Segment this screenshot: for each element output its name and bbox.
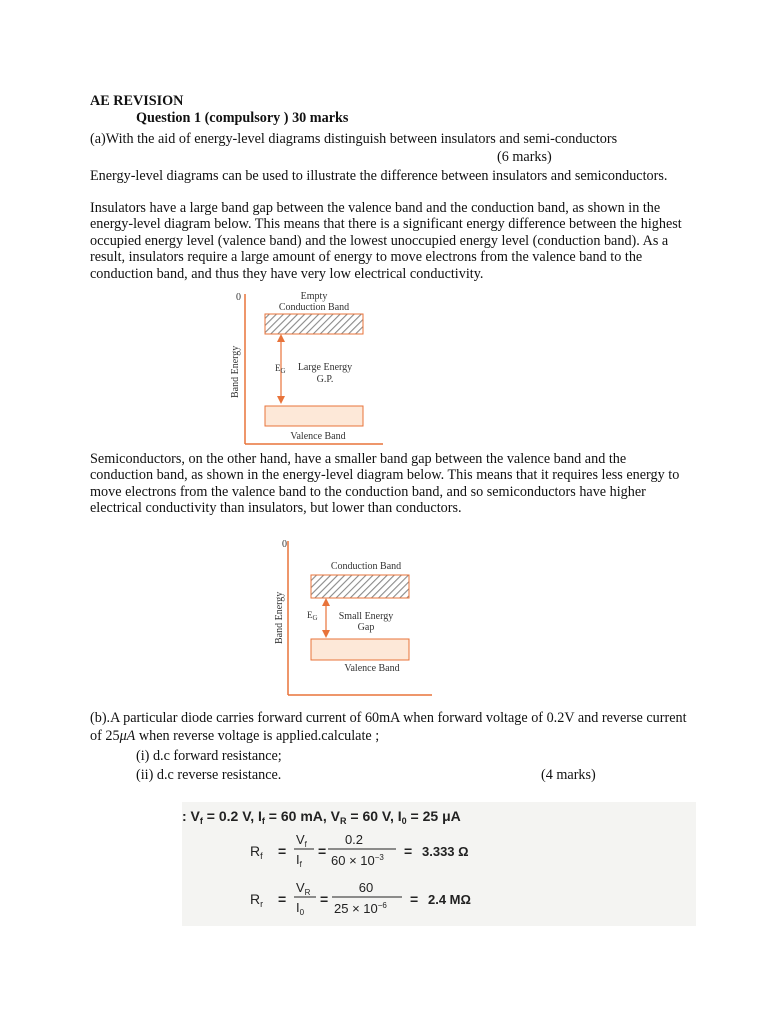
document-title: AE REVISION [90, 93, 184, 109]
fig1-zero: 0 [236, 292, 241, 303]
semiconductors-paragraph: Semiconductors, on the other hand, have a smaller band gap between the valence band and the conduction band, as shown in the energy-level diagram below. This means that it requires less energy to move electrons from the valence band to the conduction band, and so semiconductors have higher electrical conductivity than insulators, but lower than conductors. [90, 451, 680, 517]
fig1-gap-label-2: G.P. [316, 374, 334, 385]
micro-amp-unit: μA [119, 728, 136, 744]
fig2-arrow-up [322, 598, 330, 606]
part-b-item-1: (i) d.c forward resistance; [136, 748, 282, 764]
rr-lhs: $R_r$ [250, 891, 264, 909]
rf-eq-1: = [278, 843, 287, 859]
rr-result: 2.4 MΩ [428, 892, 471, 907]
rf-eq-2: = [318, 843, 327, 859]
part-b-marks: (4 marks) [541, 767, 596, 783]
fig1-valence-label: Valence Band [290, 431, 346, 442]
part-a-marks: (6 marks) [497, 149, 552, 165]
rr-value-den: $25 \times 10^{-6}$ [334, 901, 387, 916]
rf-eq-3: = [404, 843, 413, 859]
semiconductor-band-diagram [270, 536, 434, 698]
fig2-gap-label-2: Gap [357, 622, 375, 633]
fig1-arrow-down [277, 396, 285, 404]
fig2-valence-band [311, 639, 409, 660]
rr-num: $V_R$ [296, 880, 311, 897]
rr-value-num: 60 [358, 880, 374, 895]
rr-den: $I_0$ [296, 900, 305, 917]
fig2-gap-label-1: Small Energy [338, 611, 394, 622]
solution-equations [182, 802, 696, 926]
part-b-question-line2: of 25μA when reverse voltage is applied.calculate ; [90, 728, 380, 744]
fig1-eg-label: $E_G$ [275, 363, 286, 375]
rr-eq-2: = [320, 891, 329, 907]
fig1-conduction-band [265, 314, 363, 334]
part-a-question: (a)With the aid of energy-level diagrams distinguish between insulators and semi-conductors [90, 131, 618, 147]
rf-value-den: $60 \times 10^{-3}$ [331, 853, 384, 868]
fig2-conduction-label: Conduction Band [330, 561, 402, 572]
fig1-arrow-up [277, 334, 285, 342]
part-b-question-line1: (b).A particular diode carries forward current of 60mA when forward voltage of 0.2V and reverse current [90, 710, 687, 726]
part-a-intro: Energy-level diagrams can be used to illustrate the difference between insulators and semiconductors. [90, 168, 668, 184]
fig2-zero: 0 [282, 539, 287, 550]
fig1-empty-label: Empty [300, 291, 328, 302]
fig1-conduction-label: Conduction Band [278, 302, 350, 313]
fig1-valence-band [265, 406, 363, 426]
part-b-item-2: (ii) d.c reverse resistance. [136, 767, 282, 783]
rf-result: 3.333 Ω [422, 844, 469, 859]
insulator-band-diagram [226, 286, 392, 448]
given-values: : $V_f = 0.2$ V, $I_f = 60$ mA, $V_R = 60$ V, $I_0 = 25$ μA [182, 808, 461, 826]
insulators-paragraph: Insulators have a large band gap between the valence band and the conduction band, as shown in the energy-level diagram below. This means that there is a significant energy difference between the highest occupied energy level (valence band) and the lowest unoccupied energy level (conduction band). As a result, insulators require a large amount of energy to move electrons from the valence band to the conduction band, and thus they have very low electrical conductivity. [90, 200, 682, 282]
fig1-gap-label-1: Large Energy [297, 362, 353, 373]
rf-value-num: 0.2 [344, 832, 364, 847]
rf-den: $I_f$ [296, 852, 302, 869]
fig1-axis-label: Band Energy [230, 345, 241, 398]
question-heading: Question 1 (compulsory ) 30 marks [136, 110, 349, 126]
rr-eq-1: = [278, 891, 287, 907]
rr-eq-3: = [410, 891, 419, 907]
fig2-eg-label: $E_G$ [307, 610, 318, 622]
fig2-conduction-band [311, 575, 409, 598]
fig2-arrow-down [322, 630, 330, 638]
rf-lhs: $R_f$ [250, 843, 263, 861]
rf-num: $V_f$ [296, 832, 307, 849]
fig2-valence-label: Valence Band [344, 663, 400, 674]
fig2-axis-label: Band Energy [274, 591, 285, 644]
